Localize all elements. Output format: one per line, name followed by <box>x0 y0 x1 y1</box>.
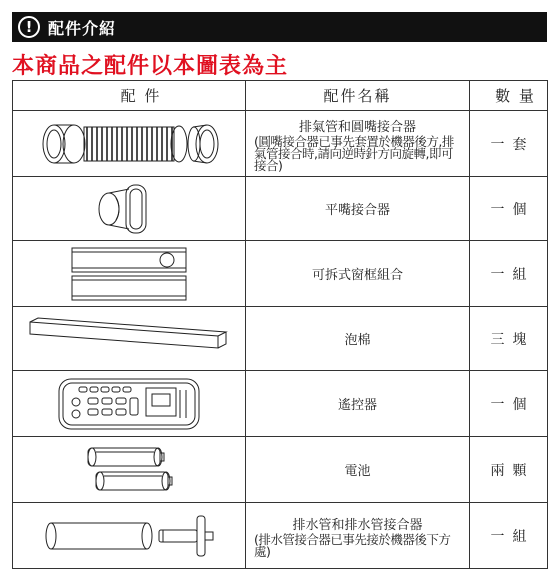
accessory-notice: 本商品之配件以本圖表為主 <box>12 54 289 79</box>
foam-strip-image <box>13 307 246 371</box>
part-name-cell <box>246 111 470 177</box>
table-row <box>13 241 548 307</box>
quantity-cell <box>470 307 548 371</box>
quantity-number: 一 <box>490 266 513 283</box>
table-row <box>13 307 548 371</box>
window-frame-image <box>13 241 246 307</box>
table-row <box>13 371 548 437</box>
column-header-part: 配 件 <box>13 81 246 111</box>
section-header <box>12 12 547 42</box>
quantity-number: 一 <box>490 528 513 545</box>
part-name: 排水管和排水管接合器 <box>292 517 423 533</box>
quantity-number: 三 <box>490 331 513 348</box>
quantity-cell <box>470 371 548 437</box>
part-name: 泡棉 <box>344 333 371 348</box>
batteries-image <box>13 437 246 503</box>
part-name: 電池 <box>344 464 371 479</box>
part-name-cell <box>246 241 470 307</box>
accessories-table <box>12 80 548 569</box>
part-name: 平嘴接合器 <box>324 203 390 218</box>
part-name-cell <box>246 307 470 371</box>
quantity-cell <box>470 177 548 241</box>
table-row <box>13 177 548 241</box>
quantity-cell <box>470 111 548 177</box>
quantity-unit: 套 <box>512 136 535 153</box>
part-name-cell <box>246 503 470 569</box>
quantity-number: 一 <box>490 136 513 153</box>
remote-control-image <box>13 371 246 437</box>
part-note: (圓嘴接合器已事先套置於機器後方,排氣管接合時,請向逆時針方向旋轉,即可接合) <box>254 133 454 173</box>
part-note: (排水管接合器已事先接於機器後下方處) <box>254 531 451 559</box>
quantity-unit: 組 <box>512 528 535 545</box>
table-header-row <box>13 81 548 111</box>
part-name-cell <box>246 371 470 437</box>
column-header-name: 配件名稱 <box>246 81 470 111</box>
flat-nozzle-image <box>13 177 246 241</box>
quantity-unit: 顆 <box>512 462 535 479</box>
quantity-cell <box>470 437 548 503</box>
column-header-qty: 數 量 <box>470 81 548 111</box>
quantity-unit: 塊 <box>512 331 535 348</box>
part-name-cell <box>246 177 470 241</box>
exhaust-hose-image <box>13 111 246 177</box>
table-row <box>13 437 548 503</box>
section-title: 配件介紹 <box>48 18 117 38</box>
table-row <box>13 111 548 177</box>
table-row <box>13 503 548 569</box>
part-name: 可拆式窗框組合 <box>311 268 403 283</box>
quantity-unit: 個 <box>512 396 535 413</box>
part-name: 排氣管和圓嘴接合器 <box>298 119 416 135</box>
exclamation-circle-icon: ! <box>18 16 40 38</box>
part-name-cell <box>246 437 470 503</box>
quantity-unit: 組 <box>512 266 535 283</box>
quantity-number: 兩 <box>490 462 513 479</box>
quantity-cell <box>470 503 548 569</box>
quantity-unit: 個 <box>512 201 535 218</box>
quantity-number: 一 <box>490 201 513 218</box>
part-name: 遙控器 <box>337 398 377 413</box>
quantity-number: 一 <box>490 396 513 413</box>
quantity-cell <box>470 241 548 307</box>
drain-hose-image <box>13 503 246 569</box>
